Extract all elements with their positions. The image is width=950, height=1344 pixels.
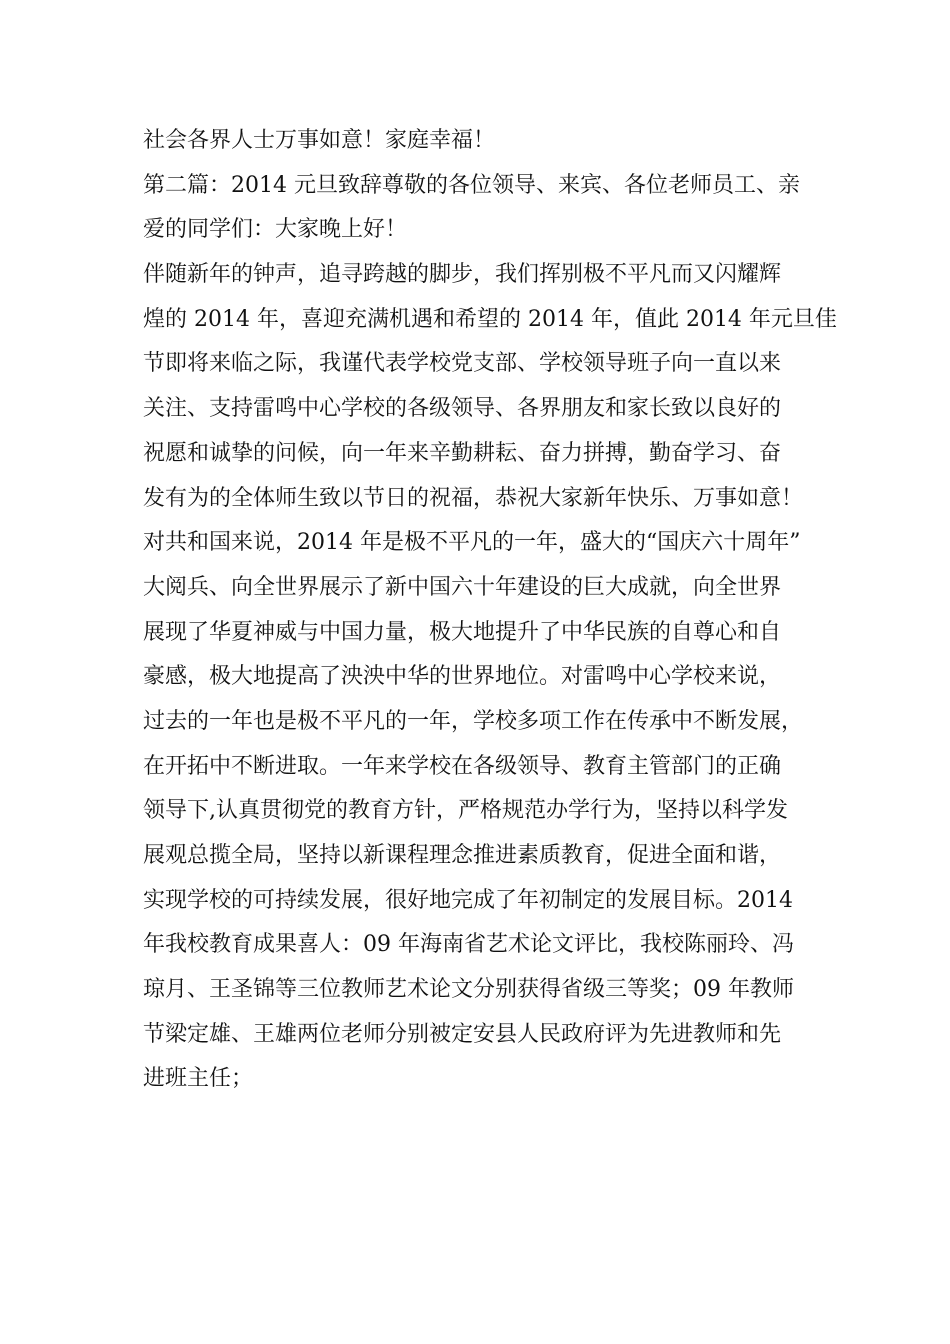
text-line: 在开拓中不断进取。一年来学校在各级领导、教育主管部门的正确 [143, 753, 782, 779]
text-line: 大阅兵、向全世界展示了新中国六十年建设的巨大成就，向全世界 [143, 574, 782, 600]
text-line: 琼月、王圣锦等三位教师艺术论文分别获得省级三等奖；09 年教师 [143, 977, 794, 1003]
text-line: 节梁定雄、王雄两位老师分别被定安县人民政府评为先进教师和先 [143, 1021, 782, 1047]
text-line: 煌的 2014 年，喜迎充满机遇和希望的 2014 年，值此 2014 年元旦佳 [143, 306, 837, 332]
text-line: 发有为的全体师生致以节日的祝福，恭祝大家新年快乐、万事如意！ [143, 485, 804, 511]
text-line: 社会各界人士万事如意！家庭幸福！ [143, 128, 496, 153]
text-line: 祝愿和诚挚的问候，向一年来辛勤耕耘、奋力拼搏，勤奋学习、奋 [143, 440, 782, 466]
text-line: 第二篇：2014 元旦致辞尊敬的各位领导、来宾、各位老师员工、亲 [143, 172, 800, 198]
text-line: 年我校教育成果喜人：09 年海南省艺术论文评比，我校陈丽玲、冯 [143, 932, 794, 958]
text-line: 伴随新年的钟声，追寻跨越的脚步，我们挥别极不平凡而又闪耀辉 [143, 262, 782, 288]
text-line: 爱的同学们：大家晚上好！ [143, 217, 408, 243]
text-line: 过去的一年也是极不平凡的一年，学校多项工作在传承中不断发展， [143, 708, 804, 734]
text-line: 展观总揽全局，坚持以新课程理念推进素质教育，促进全面和谐， [143, 843, 782, 868]
text-line: 展现了华夏神威与中国力量，极大地提升了中华民族的自尊心和自 [143, 619, 782, 645]
text-line: 领导下,认真贯彻党的教育方针，严格规范办学行为，坚持以科学发 [143, 798, 788, 824]
text-line: 豪感，极大地提高了泱泱中华的世界地位。对雷鸣中心学校来说， [143, 664, 782, 690]
text-line: 对共和国来说，2014 年是极不平凡的一年，盛大的“国庆六十周年” [143, 530, 801, 556]
text-line: 关注、支持雷鸣中心学校的各级领导、各界朋友和家长致以良好的 [143, 396, 782, 422]
text-line: 实现学校的可持续发展，很好地完成了年初制定的发展目标。2014 [143, 887, 793, 913]
text-line: 节即将来临之际，我谨代表学校党支部、学校领导班子向一直以来 [143, 351, 782, 377]
text-line: 进班主任； [143, 1066, 254, 1092]
document-body [143, 119, 837, 1102]
